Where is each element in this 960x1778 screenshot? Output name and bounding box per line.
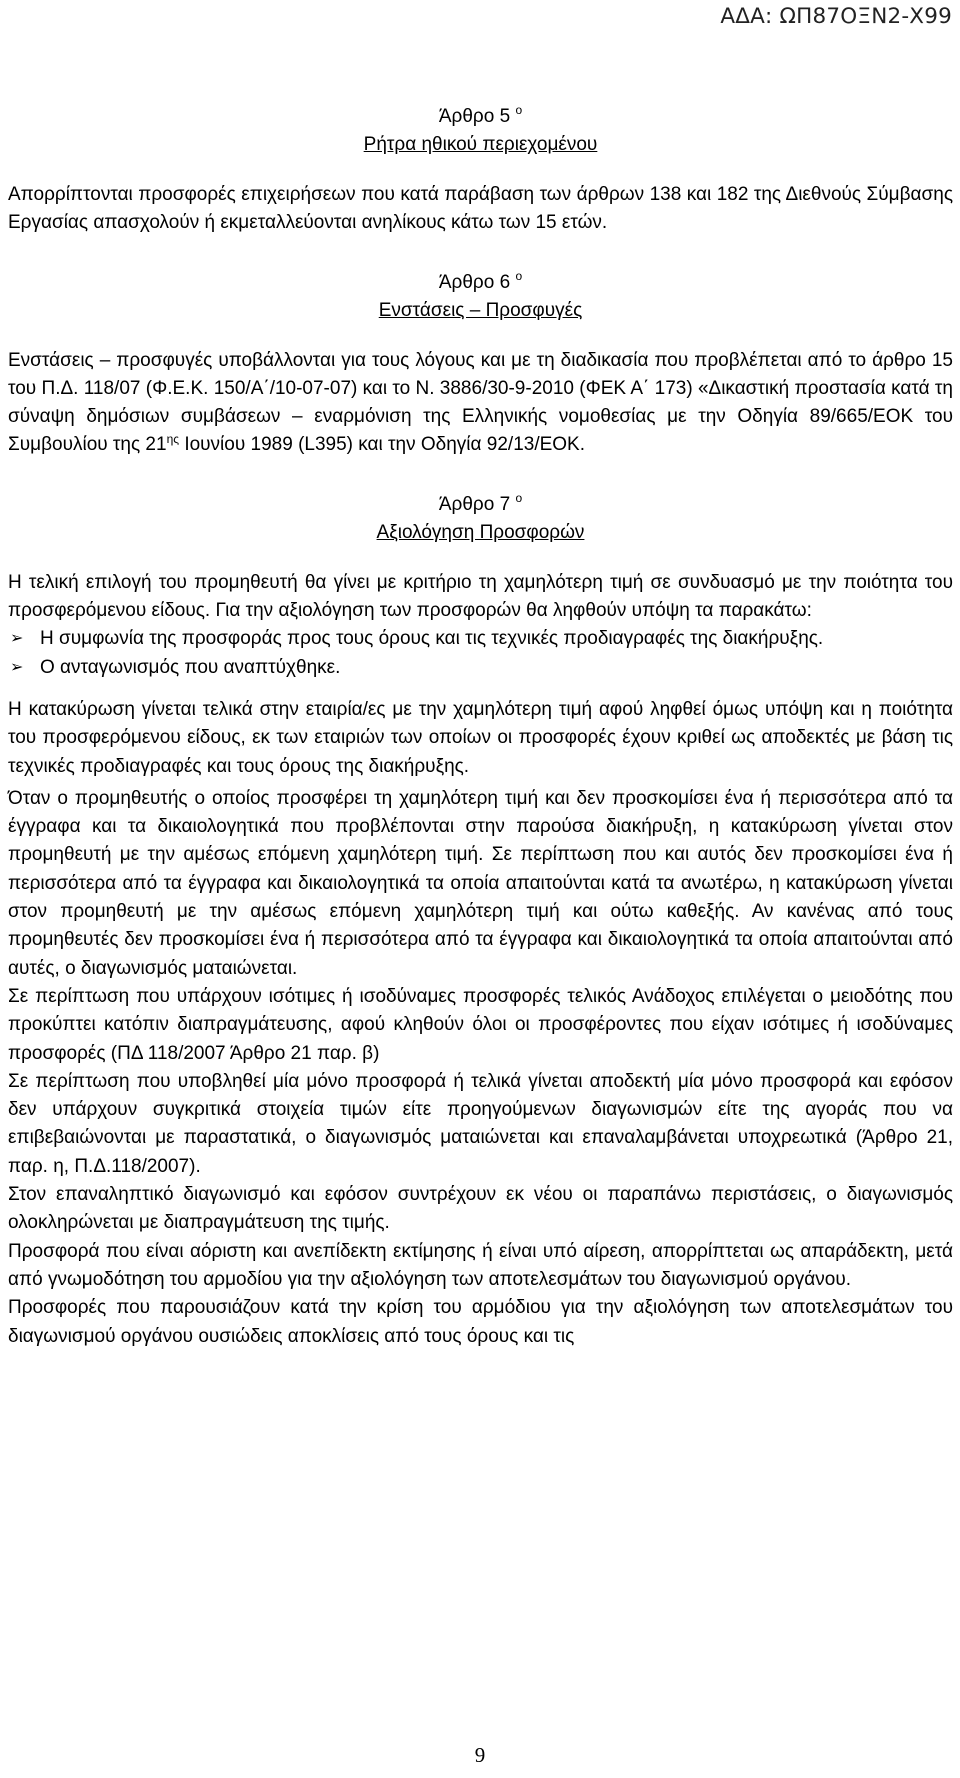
article-7-number xyxy=(8,484,953,519)
article-5-paragraph: Απορρίπτονται προσφορές επιχειρήσεων που κατά παράβαση των άρθρων 138 και 182 της Διεθνούς Σύμβασης Εργασίας απασχολούν ή εκμεταλλεύονται ανηλίκους κάτω των 15 ετών. xyxy=(8,184,953,234)
article-6-number xyxy=(8,262,953,297)
article-6-number-sup: ο xyxy=(515,268,523,283)
article-6 xyxy=(8,262,953,460)
article-6-paragraph-text-a: Ενστάσεις – προσφυγές υποβάλλονται για τους λόγους και με τη διαδικασία που προβλέπεται από το άρθρο 15 του Π.Δ. 118/07 (Φ.Ε.Κ. 150/Α΄/10-07-07) και το Ν. 3886/30-9-2010 (ΦΕΚ Α΄ 173) «Δικαστική προστασία κατά τη σύναψη δημόσιων συμβάσεων – εναρμόνιση της Ελληνικής νομοθεσίας με την Οδηγία 89/665/ΕΟΚ του Συμβουλίου της 21 xyxy=(8,349,953,456)
paragraph: Προσφορές που παρουσιάζουν κατά την κρίση του αρμόδιου για την αξιολόγηση των αποτελεσμάτων του διαγωνισμού οργάνου ουσιώδεις αποκλίσεις από τους όρους και τις xyxy=(8,1297,953,1347)
criteria-list xyxy=(8,625,953,682)
paragraph: Σε περίπτωση που υποβληθεί μία μόνο προσφορά ή τελικά γίνεται αποδεκτή μία μόνο προσφορά και εφόσον δεν υπάρχουν συγκριτικά στοιχεία τιμών είτε προηγούμενων διαγωνισμών είτε της αγοράς που να επιβεβαιώνονται με παραστατικά, ο διαγωνισμός ματαιώνεται και επαναλαμβάνεται υποχρεωτικά (Άρθρο 21, παρ. η, Π.Δ.118/2007). xyxy=(8,1070,953,1177)
article-7-number-text: Άρθρο 7 xyxy=(438,493,511,515)
list-item xyxy=(8,654,953,682)
article-5-number-text: Άρθρο 5 xyxy=(438,106,511,127)
arrow-bullet-icon: ➢ xyxy=(10,630,24,648)
article-7-number-sup: ο xyxy=(515,490,523,505)
paragraph: Στον επαναληπτικό διαγωνισμό και εφόσον συντρέχουν εκ νέου οι παραπάνω περιστάσεις, ο διαγωνισμός ολοκληρώνεται με διαπραγμάτευση της τιμής. xyxy=(8,1184,953,1234)
article-6-title: Ενστάσεις – Προσφυγές xyxy=(378,299,583,321)
article-5-title: Ρήτρα ηθικού περιεχομένου xyxy=(363,134,598,155)
list-item-text: Ο ανταγωνισμός που αναπτύχθηκε. xyxy=(40,656,341,678)
paragraph: Η κατακύρωση γίνεται τελικά στην εταιρία/ες με την χαμηλότερη τιμή αφού ληφθεί όμως υπόψη και η ποιότητα του προσφερόμενου είδους, εκ των εταιριών των οποίων οι προσφορές έχουν κριθεί ως αποδεκτές με βάση τις τεχνικές προδιαγραφές και τους όρους της διακήρυξης. xyxy=(8,698,953,777)
paragraph: Σε περίπτωση που υπάρχουν ισότιμες ή ισοδύναμες προσφορές τελικός Ανάδοχος επιλέγεται ο μειοδότης που προκύπτει κατόπιν διαπραγμάτευσης, αφού κληθούν όλοι οι προσφέροντες που είχαν ισότιμες ή ισοδύναμες προσφορές (ΠΔ 118/2007 Άρθρο 21 παρ. β) xyxy=(8,985,953,1064)
article-5 xyxy=(8,96,953,238)
document-body xyxy=(8,96,953,1351)
article-7-title: Αξιολόγηση Προσφορών xyxy=(376,521,585,543)
article-5-number xyxy=(8,96,953,131)
article-5-number-sup: ο xyxy=(515,103,523,117)
list-item xyxy=(8,625,953,653)
ada-code: ΑΔΑ: ΩΠ87ΟΞΝ2-Χ99 xyxy=(720,4,952,29)
list-item-text: Η συμφωνία της προσφοράς προς τους όρους και τις τεχνικές προδιαγραφές της διακήρυξης. xyxy=(40,628,824,650)
article-6-paragraph-sup: ης xyxy=(166,432,180,447)
arrow-bullet-icon: ➢ xyxy=(10,658,24,676)
paragraph: Όταν ο προμηθευτής ο οποίος προσφέρει τη χαμηλότερη τιμή και δεν προσκομίσει ένα ή περισσότερα από τα έγγραφα και τα δικαιολογητικά που προβλέπονται στην παρούσα διακήρυξη, η κατακύρωση γίνεται στον προμηθευτή με την αμέσως επόμενη χαμηλότερη τιμή. Σε περίπτωση που και αυτός δεν προσκομίσει ένα ή περισσότερα από τα έγγραφα και δικαιολογητικά τα οποία απαιτούνται κατά τα ανωτέρω, η κατακύρωση γίνεται στον προμηθευτή με την αμέσως επόμενη χαμηλότερη τιμή και ούτω καθεξής. Αν κανένας από τους προμηθευτές δεν προσκομίσει ένα ή περισσότερα από τα έγγραφα και δικαιολογητικά τα οποία απαιτούνται από αυτές, ο διαγωνισμός ματαιώνεται. xyxy=(8,787,953,979)
article-6-paragraph xyxy=(8,347,953,460)
article-7 xyxy=(8,484,953,1351)
paragraph: Προσφορά που είναι αόριστη και ανεπίδεκτη εκτίμησης ή είναι υπό αίρεση, απορρίπτεται ως απαράδεκτη, μετά από γνωμοδότηση του αρμοδίου για την αξιολόγηση των αποτελεσμάτων του διαγωνισμού οργάνου. xyxy=(8,1240,953,1290)
article-7-intro: Η τελική επιλογή του προμηθευτή θα γίνει με κριτήριο τη χαμηλότερη τιμή σε συνδυασμό με την ποιότητα του προσφερόμενου είδους. Για την αξιολόγηση των προσφορών θα ληφθούν υπόψη τα παρακάτω: xyxy=(8,571,953,622)
article-6-paragraph-text-b: Ιουνίου 1989 (L395) και την Οδηγία 92/13/ΕΟΚ. xyxy=(179,434,586,456)
page-number: 9 xyxy=(474,1743,486,1767)
article-6-number-text: Άρθρο 6 xyxy=(438,271,511,293)
